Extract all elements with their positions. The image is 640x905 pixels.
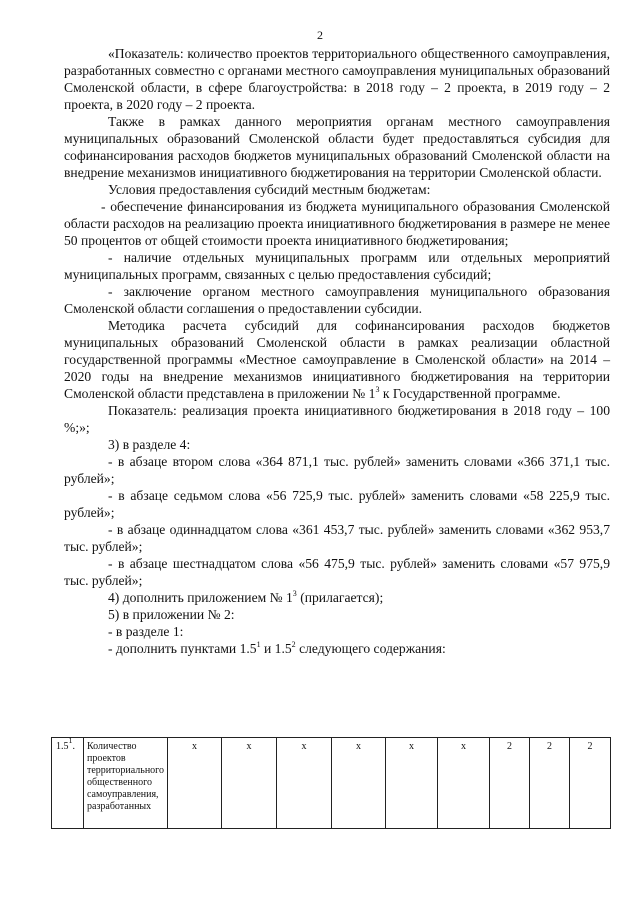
paragraph-methodology-tail: к Государственной программе. [379,386,561,401]
paragraph-section-1: - в разделе 1: [108,624,184,639]
table-cell-description: Количество проектов территориального общественного самоуправления, разработанных [84,738,168,829]
paragraph-replace-4: - в абзаце шестнадцатом слова «56 475,9 тыс. рублей» заменить словами «57 975,9 тыс. рублей»; [64,556,610,588]
paragraph-condition-programs: - наличие отдельных муниципальных программ или отдельных мероприятий муниципальных программ, связанных с целью предоставления субсидий; [64,250,610,282]
table-cell-value: 2 [490,738,530,829]
superscript: 1 [256,640,261,649]
table-cell-number: $1.5^1$. [52,738,84,829]
superscript: 3 [375,385,380,394]
paragraph-item-4 [64,589,610,606]
table-row [52,738,611,829]
table-cell-value: х [277,738,332,829]
paragraph-condition-financing: - обеспечение финансирования из бюджета муниципального образования Смоленской области расходов на реализацию проекта инициативного бюджетирования в размере не менее 50 процентов от общей стоимости проекта инициативного бюджетирования; [64,199,610,248]
table-cell-value: х [168,738,222,829]
paragraph-indicator-initiative: Показатель: реализация проекта инициативного бюджетирования в 2018 году – 100 %;»; [64,403,610,435]
table-cell-value: 2 [530,738,570,829]
paragraph-item-4-text: 4) дополнить приложением № 1 [108,590,293,605]
paragraph-replace-2: - в абзаце седьмом слова «56 725,9 тыс. рублей» заменить словами «58 225,9 тыс. рублей»; [64,488,610,520]
table-cell-value: х [386,738,438,829]
paragraph-replace-3: - в абзаце одиннадцатом слова «361 453,7 тыс. рублей» заменить словами «362 953,7 тыс. рублей»; [64,522,610,554]
paragraph-condition-agreement: - заключение органом местного самоуправления муниципального образования Смоленской области соглашения о предоставлении субсидии. [64,284,610,316]
paragraph-item-3: 3) в разделе 4: [108,437,191,452]
paragraph-methodology-text: Методика расчета субсидий для софинансирования расходов бюджетов муниципальных образований Смоленской области в рамках реализации областной государственной программы «Местное самоуправление в Смоленской области» на 2014 – 2020 годы на внедрение механизмов инициативного бюджетирования на территории Смоленской области представлена в приложении № 1 [64,318,610,401]
superscript: 3 [292,589,297,598]
paragraph-replace-1: - в абзаце втором слова «364 871,1 тыс. рублей» заменить словами «366 371,1 тыс. рублей»; [64,454,610,486]
superscript: 2 [291,640,296,649]
table-cell-value: х [332,738,386,829]
paragraph-item-5: 5) в приложении № 2: [108,607,235,622]
document-body [64,45,610,657]
paragraph-add-items-mid: и 1.5 [260,641,292,656]
paragraph-indicator-tos: «Показатель: количество проектов территориального общественного самоуправления, разработанных совместно с органами местного самоуправления муниципальных образований Смоленской области, в сфере благоустройства: в 2018 году – 2 проекта, в 2019 году – 2 проекта, в 2020 году – 2 проекта. [64,46,610,112]
page-number: 2 [317,28,323,42]
table-cell-value: х [222,738,277,829]
paragraph-subsidy: Также в рамках данного мероприятия органам местного самоуправления муниципальных образований Смоленской области будет предоставляться субсидия для софинансирования расходов бюджетов муниципальных образований Смоленской области на внедрение механизмов инициативного бюджетирования на территории Смоленской области. [64,114,610,180]
paragraph-add-items-text: - дополнить пунктами 1.5 [108,641,257,656]
table-cell-value: 2 [570,738,611,829]
paragraph-add-items-tail: следующего содержания: [295,641,446,656]
paragraph-item-4-tail: (прилагается); [296,590,384,605]
paragraph-conditions-heading: Условия предоставления субсидий местным бюджетам: [108,182,431,197]
paragraph-add-items [64,640,610,657]
indicator-table [51,737,611,829]
table-cell-value: х [438,738,490,829]
paragraph-methodology [64,317,610,402]
